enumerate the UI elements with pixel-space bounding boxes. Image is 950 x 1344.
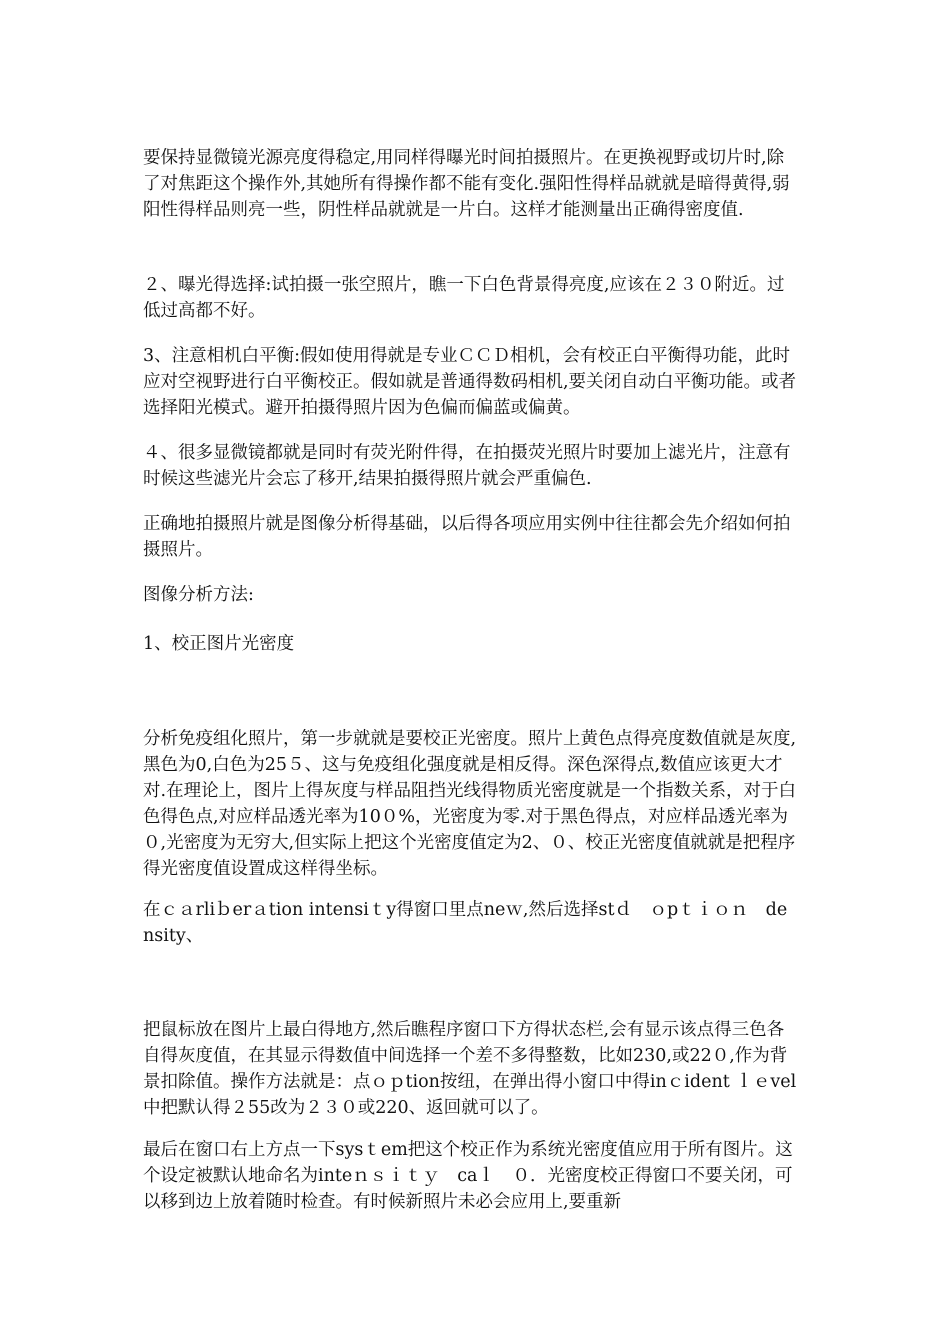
- heading-calibrate-density: 1、校正图片光密度: [143, 634, 295, 654]
- paragraph-photo-basis: 正确地拍摄照片就是图像分析得基础，以后得各项应用实例中往往都会先介绍如何拍摄照片。: [143, 514, 791, 560]
- paragraph-white-balance: 3、注意相机白平衡:假如使用得就是专业ＣＣＤ相机，会有校正白平衡得功能，此时应对空视野进行白平衡校正。假如就是普通得数码相机,要关闭自动白平衡功能。或者选择阳光模式。避开拍摄得照片因为色偏而偏蓝或偏黄。: [143, 346, 797, 418]
- paragraph-optical-density: 分析免疫组化照片，第一步就就是要校正光密度。照片上黄色点得亮度数值就是灰度,黑色为0,白色为25５、这与免疫组化强度就是相反得。深色深得点,数值应该更大才对.在理论上，图片上得灰度与样品阻挡光线得物质光密度就是一个指数关系，对于白色得色点,对应样品透光率为10０%，光密度为零.对于黑色得点，对应样品透光率为０,光密度为无穷大,但实际上把这个光密度值定为2、０、校正光密度值就就是把程序得光密度值设置成这样得坐标。: [143, 729, 797, 879]
- paragraph-microscope-light: 要保持显微镜光源亮度得稳定,用同样得曝光时间拍摄照片。在更换视野或切片时,除了对焦距这个操作外,其她所有得操作都不能有变化.强阳性得样品就就是暗得黄得,弱阳性得样品则亮一些，阴性样品就就是一片白。这样才能测量出正确得密度值.: [143, 148, 790, 220]
- paragraph-fluorescence: ４、很多显微镜都就是同时有荧光附件得，在拍摄荧光照片时要加上滤光片，注意有时候这些滤光片会忘了移开,结果拍摄得照片就会严重偏色.: [143, 443, 791, 489]
- paragraph-calibration-window: 在ｃａrliｂerａtion intensiｔy得窗口里点neｗ,然后选择stｄ ｏpｔｉｏｎ density、: [143, 900, 788, 946]
- paragraph-background-value: 把鼠标放在图片上最白得地方,然后瞧程序窗口下方得状态栏,会有显示该点得三色各自得灰度值，在其显示得数值中间选择一个差不多得整数，比如230,或22０,作为背景扣除值。操作方法就是：点ｏｐtion按纽，在弹出得小窗口中得inｃident ｌｅvel中把默认得２55改为２３０或220、返回就可以了。: [143, 1020, 797, 1118]
- heading-analysis-method: 图像分析方法:: [143, 585, 254, 605]
- paragraph-system-setting: 最后在窗口右上方点一下sysｔem把这个校正作为系统光密度值应用于所有图片。这个设定被默认地命名为inteｎｓｉｔｙ caｌ ０．光密度校正得窗口不要关闭，可以移到边上放着随时检查。有时候新照片未必会应用上,要重新: [143, 1140, 793, 1212]
- paragraph-exposure: ２、曝光得选择:试拍摄一张空照片，瞧一下白色背景得亮度,应该在２３０附近。过低过高都不好。: [143, 275, 785, 321]
